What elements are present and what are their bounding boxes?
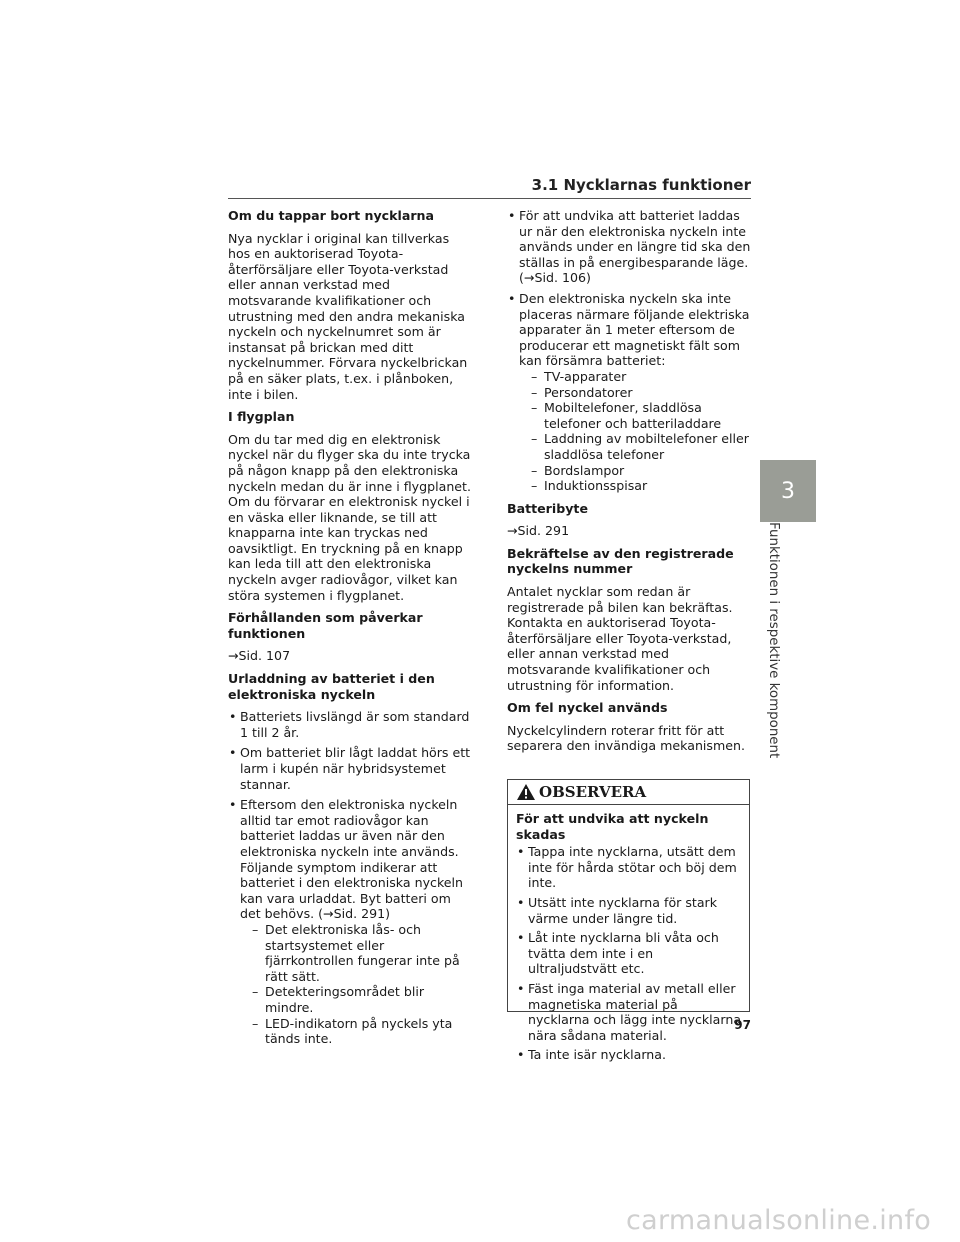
paragraph-key-number: Antalet nycklar som redan är registrerade på bilen kan bekräftas. Kontakta en auktoriserad Toyota-återförsäljare eller Toyota-verkstad, eller annan verkstad med motsvarande kvalifikationer och utrustning för information. [507, 584, 733, 693]
list-item: • Batteriets livslängd är som standard 1 till 2 år. [228, 709, 472, 740]
list-item: – LED-indikatorn på nyckels yta tänds inte. [252, 1016, 472, 1047]
heading-lost-keys: Om du tappar bort nycklarna [228, 208, 435, 223]
section-header: 3.1 Nycklarnas funktioner [531, 176, 751, 194]
heading-key-number: Bekräftelse av den registrerade nyckelns nummer [507, 545, 734, 577]
symptom-dash-list [240, 922, 472, 1047]
page-number: 97 [734, 1018, 751, 1032]
paragraph-wrong-key: Nyckelcylindern roterar fritt för att separera den invändiga mekanismen. [507, 722, 745, 754]
heading-wrong-key: Om fel nyckel används [507, 700, 668, 716]
list-item: – Detekteringsområdet blir mindre. [252, 984, 472, 1015]
page-reference[interactable]: →Sid. 291 [507, 523, 570, 539]
chapter-label [766, 522, 796, 759]
warning-triangle-icon [516, 783, 536, 801]
right-column [507, 208, 751, 761]
paragraph-airplane: Om du tar med dig en elektronisk nyckel när du flyger ska du inte trycka på någon knapp på den elektroniska nyckeln medan du är inne i flygplanet. Om du förvarar en elektronisk nyckel i en väska eller liknande, se till att knapparna inte kan tryckas ned oavsiktligt. En tryckning på en knapp kan leda till att den elektroniska nyckeln avger radiovågor, vilket kan störa systemen i flygplanet. [228, 431, 472, 603]
left-column [228, 208, 472, 1054]
list-item: – Det elektroniska lås- och startsystemet eller fjärrkontrollen fungerar inte på rätt sätt. [252, 922, 472, 984]
appliance-dash-list [519, 369, 751, 494]
list-item: • Tappa inte nycklarna, utsätt dem inte för hårda stötar och böj dem inte. [516, 844, 743, 891]
list-item-text: Eftersom den elektroniska nyckeln alltid tar emot radiovågor kan batteriet laddas ur även när den elektroniska nyckeln inte används. Följande symptom indikerar att batteriet i den elektroniska nyckeln kan vara urladdat. Byt batteri om det behövs. (→Sid. 291) [240, 797, 464, 922]
list-item: • Utsätt inte nycklarna för stark värme under längre tid. [516, 895, 743, 926]
list-item: • Låt inte nycklarna bli våta och tvätta dem inte i en ultraljudstvätt etc. [516, 930, 743, 977]
energy-bullet-list [507, 208, 751, 494]
watermark: carmanualsonline.info [626, 1205, 932, 1236]
warning-title: OBSERVERA [539, 783, 647, 801]
list-item: – Laddning av mobiltelefoner eller sladdlösa telefoner [531, 431, 751, 462]
list-item: – Mobiltelefoner, sladdlösa telefoner och batteriladdare [531, 400, 751, 431]
paragraph-lost-keys: Nya nycklar i original kan tillverkas hos en auktoriserad Toyota-återförsäljare eller Toyota-verkstad eller annan verkstad med motsvarande kvalifikationer och utrustning med den andra mekaniska nyckeln och nyckelnumret som är instansat på brickan med ditt nyckelnummer. Förvara nyckelbrickan på en säker plats, t.ex. i plånboken, inte i bilen. [228, 230, 468, 402]
heading-airplane: I flygplan [228, 409, 295, 425]
warning-header [508, 780, 749, 805]
heading-battery-replacement: Batteribyte [507, 500, 588, 516]
heading-battery-depletion: Urladdning av batteriet i den elektroniska nyckeln [228, 671, 435, 702]
list-item: – Bordslampor [531, 463, 751, 479]
list-item [228, 797, 472, 1047]
battery-bullet-list [228, 709, 472, 1046]
list-item: • Om batteriet blir lågt laddat hörs ett larm i kupén när hybridsystemet stannar. [228, 745, 472, 792]
list-item: – Persondatorer [531, 385, 751, 401]
list-item: – Induktionsspisar [531, 478, 751, 494]
heading-conditions: Förhållanden som påverkar funktionen [228, 610, 423, 641]
list-item: • För att undvika att batteriet laddas ur när den elektroniska nyckeln inte används under en längre tid ska den ställas in på energibesparande läge. (→Sid. 106) [507, 208, 751, 286]
list-item: – TV-apparater [531, 369, 751, 385]
page-reference[interactable]: →Sid. 107 [228, 648, 291, 664]
header-divider [228, 198, 751, 199]
list-item: • Ta inte isär nycklarna. [516, 1047, 743, 1063]
list-item-text: Den elektroniska nyckeln ska inte placeras närmare följande elektriska apparater än 1 meter eftersom de producerar ett magnetiskt fält som kan försämra batteriet: [519, 290, 750, 369]
chapter-label-text: Funktionen i respektive komponent [766, 522, 781, 759]
chapter-tab: 3 [760, 460, 816, 522]
warning-subtitle: För att undvika att nyckeln skadas [516, 811, 709, 842]
list-item: • Fäst inga material av metall eller magnetiska material på nycklarna och lägg inte nycklarna nära sådana material. [516, 981, 743, 1043]
list-item [507, 291, 751, 494]
